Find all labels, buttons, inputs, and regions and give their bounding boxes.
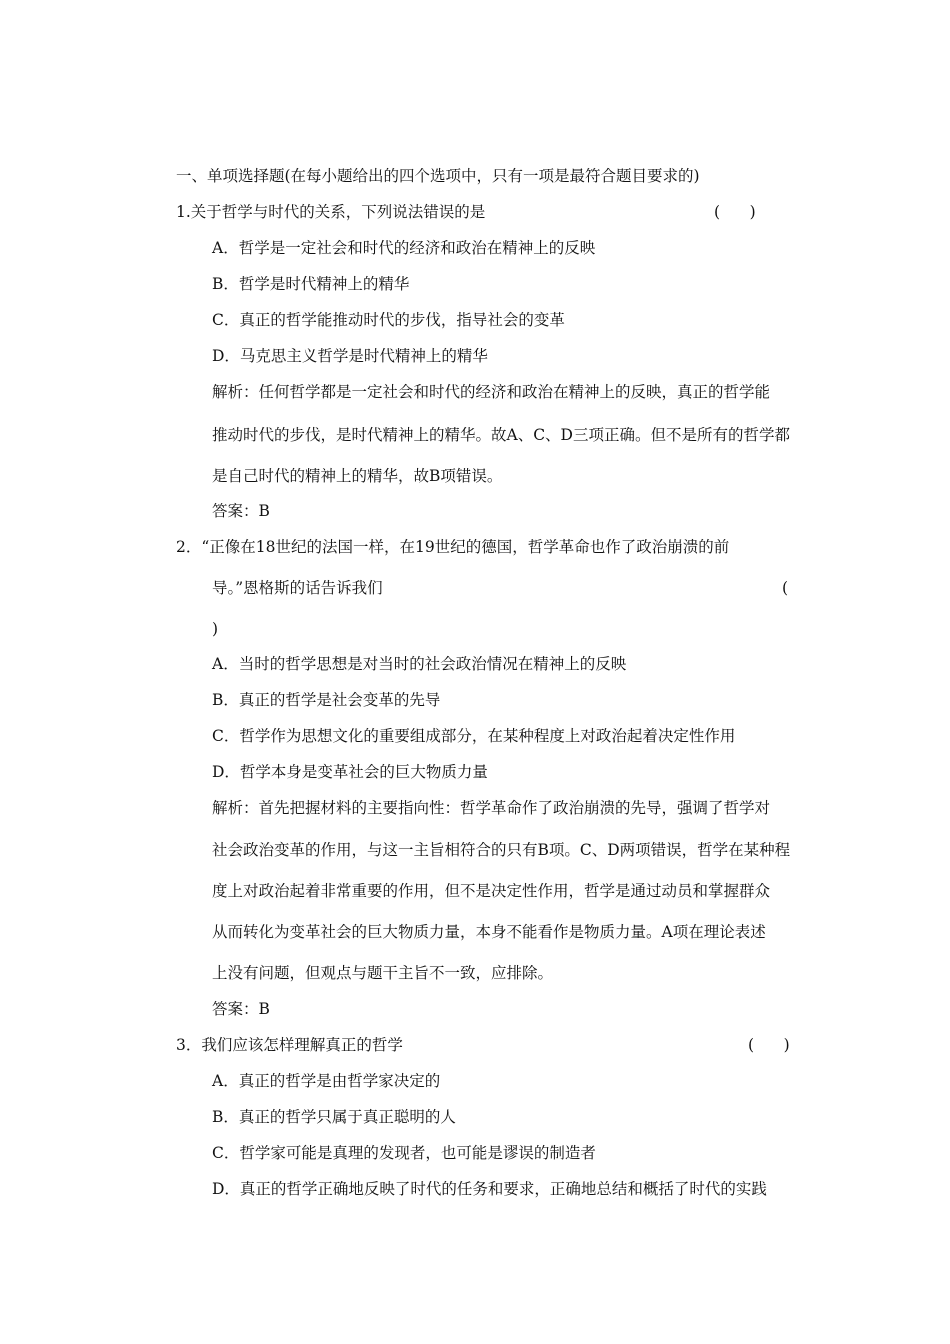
section-heading: 一、单项选择题(在每小题给出的四个选项中，只有一项是最符合题目要求的) — [176, 167, 700, 185]
question-1-option-a: A．哲学是一定社会和时代的经济和政治在精神上的反映 — [212, 239, 596, 257]
question-3-option-a: A．真正的哲学是由哲学家决定的 — [212, 1072, 441, 1090]
question-2-option-d: D．哲学本身是变革社会的巨大物质力量 — [212, 763, 488, 781]
question-1-analysis-line: 是自己时代的精神上的精华，故B项错误。 — [212, 467, 503, 485]
question-1-option-d: D．马克思主义哲学是时代精神上的精华 — [212, 347, 488, 365]
question-2-answer-blank-open: ( — [782, 579, 789, 597]
question-1-option-c: C．真正的哲学能推动时代的步伐，指导社会的变革 — [212, 311, 565, 329]
question-1-answer: 答案：B — [212, 502, 270, 520]
question-2-stem-line: 导。”恩格斯的话告诉我们 — [212, 579, 383, 597]
question-1-stem: 1.关于哲学与时代的关系，下列说法错误的是 — [176, 203, 486, 221]
question-2-answer-blank-close: ) — [212, 620, 219, 638]
question-2-analysis-line: 度上对政治起着非常重要的作用，但不是决定性作用，哲学是通过动员和掌握群众 — [212, 882, 771, 900]
question-2-analysis-line: 解析：首先把握材料的主要指向性：哲学革命作了政治崩溃的先导，强调了哲学对 — [212, 799, 771, 817]
question-1-analysis-line: 解析：任何哲学都是一定社会和时代的经济和政治在精神上的反映，真正的哲学能 — [212, 383, 771, 401]
question-2-analysis-line: 从而转化为变革社会的巨大物质力量，本身不能看作是物质力量。A项在理论表述 — [212, 923, 766, 941]
question-3-option-b: B．真正的哲学只属于真正聪明的人 — [212, 1108, 456, 1126]
question-2-stem-line: 2．“正像在18世纪的法国一样，在19世纪的德国，哲学革命也作了政治崩溃的前 — [176, 538, 730, 556]
question-2-answer: 答案：B — [212, 1000, 270, 1018]
question-1-answer-blank: ( ) — [714, 203, 756, 221]
question-3-answer-blank: ( ) — [748, 1036, 790, 1054]
question-3-stem: 3．我们应该怎样理解真正的哲学 — [176, 1036, 403, 1054]
question-2-analysis-line: 社会政治变革的作用，与这一主旨相符合的只有B项。C、D两项错误，哲学在某种程 — [212, 841, 791, 859]
question-3-option-c: C．哲学家可能是真理的发现者，也可能是谬误的制造者 — [212, 1144, 596, 1162]
question-2-option-b: B．真正的哲学是社会变革的先导 — [212, 691, 441, 709]
question-2-option-a: A．当时的哲学思想是对当时的社会政治情况在精神上的反映 — [212, 655, 627, 673]
question-2-option-c: C．哲学作为思想文化的重要组成部分，在某种程度上对政治起着决定性作用 — [212, 727, 736, 745]
question-2-analysis-line: 上没有问题，但观点与题干主旨不一致，应排除。 — [212, 964, 554, 982]
question-1-analysis-line: 推动时代的步伐，是时代精神上的精华。故A、C、D三项正确。但不是所有的哲学都 — [212, 426, 790, 444]
question-1-option-b: B．哲学是时代精神上的精华 — [212, 275, 410, 293]
question-3-option-d: D．真正的哲学正确地反映了时代的任务和要求，正确地总结和概括了时代的实践 — [212, 1180, 767, 1198]
